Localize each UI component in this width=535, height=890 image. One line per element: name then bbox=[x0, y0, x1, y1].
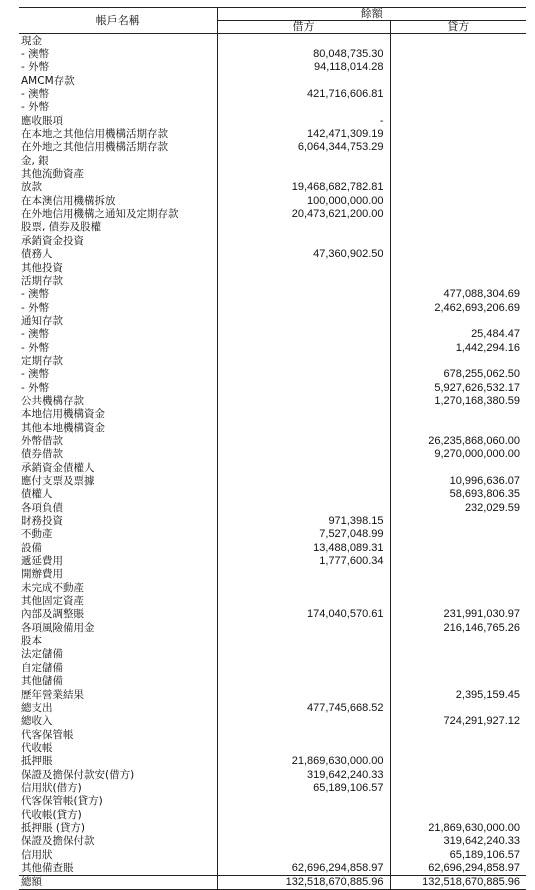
debit-value: 47,360,902.50 bbox=[217, 248, 390, 261]
credit-value: 65,189,106.57 bbox=[390, 848, 526, 861]
debit-value bbox=[217, 501, 390, 514]
trial-balance-sheet bbox=[19, 7, 526, 890]
debit-value bbox=[217, 568, 390, 581]
credit-value: 231,991,030.97 bbox=[390, 608, 526, 621]
credit-value: 232,029.59 bbox=[390, 501, 526, 514]
credit-value: 62,696,294,858.97 bbox=[390, 861, 526, 875]
debit-header: 借方 bbox=[217, 21, 390, 34]
table-row bbox=[19, 781, 526, 794]
table-row bbox=[19, 528, 526, 541]
credit-header: 貸方 bbox=[390, 21, 526, 34]
credit-value bbox=[390, 141, 526, 154]
credit-value: 26,235,868,060.00 bbox=[390, 434, 526, 447]
account-label: 法定儲備 bbox=[21, 648, 63, 661]
debit-value bbox=[217, 408, 390, 421]
table-row bbox=[19, 341, 526, 354]
account-label: 股票, 債券及股權 bbox=[21, 221, 102, 234]
debit-value bbox=[217, 461, 390, 474]
table-row bbox=[19, 715, 526, 728]
table-row bbox=[19, 474, 526, 487]
table-row bbox=[19, 461, 526, 474]
account-label: AMCM存款 bbox=[21, 74, 75, 87]
account-label: 應收賬項 bbox=[21, 114, 63, 127]
table-row bbox=[19, 47, 526, 60]
debit-value: 19,468,682,782.81 bbox=[217, 181, 390, 194]
table-row bbox=[19, 34, 526, 48]
credit-value bbox=[390, 554, 526, 567]
debit-value bbox=[217, 394, 390, 407]
debit-value bbox=[217, 688, 390, 701]
account-label: 總支出 bbox=[21, 701, 53, 714]
credit-value bbox=[390, 61, 526, 74]
credit-value: 319,642,240.33 bbox=[390, 835, 526, 848]
account-label: 各項負債 bbox=[21, 501, 63, 514]
debit-value bbox=[217, 835, 390, 848]
account-label: 自定儲備 bbox=[21, 661, 63, 674]
ledger-rows bbox=[19, 34, 526, 876]
table-row bbox=[19, 74, 526, 87]
credit-value bbox=[390, 127, 526, 140]
total-label: 總額 bbox=[19, 875, 217, 889]
debit-value bbox=[217, 167, 390, 180]
debit-value bbox=[217, 581, 390, 594]
credit-value bbox=[390, 728, 526, 741]
account-label: 在本地之其他信用機構活期存款 bbox=[21, 128, 168, 141]
debit-value: 7,527,048.99 bbox=[217, 528, 390, 541]
debit-value: 971,398.15 bbox=[217, 514, 390, 527]
table-row bbox=[19, 514, 526, 527]
account-label: 在外地信用機構之通知及定期存款 bbox=[21, 208, 179, 221]
account-label: 歷年營業結果 bbox=[21, 688, 84, 701]
credit-value bbox=[390, 648, 526, 661]
debit-value bbox=[217, 634, 390, 647]
table-row bbox=[19, 421, 526, 434]
table-row bbox=[19, 328, 526, 341]
account-label: 定期存款 bbox=[21, 354, 63, 367]
account-label: - 外幣 bbox=[21, 341, 50, 354]
account-label: 代客保管帳 bbox=[21, 728, 74, 741]
debit-value bbox=[217, 154, 390, 167]
table-row bbox=[19, 194, 526, 207]
account-label: 活期存款 bbox=[21, 274, 63, 287]
debit-value: 319,642,240.33 bbox=[217, 768, 390, 781]
table-row bbox=[19, 728, 526, 741]
account-label: 股本 bbox=[21, 635, 42, 648]
table-row bbox=[19, 154, 526, 167]
account-label: 內部及調整賬 bbox=[21, 608, 84, 621]
table-row bbox=[19, 835, 526, 848]
account-label: - 澳幣 bbox=[21, 328, 50, 341]
credit-value bbox=[390, 101, 526, 114]
table-row bbox=[19, 821, 526, 834]
debit-value bbox=[217, 728, 390, 741]
debit-value bbox=[217, 661, 390, 674]
account-label: 本地信用機構資金 bbox=[21, 408, 105, 421]
account-label: - 外幣 bbox=[21, 381, 50, 394]
credit-value bbox=[390, 154, 526, 167]
trial-balance-table bbox=[19, 7, 526, 890]
debit-value: 21,869,630,000.00 bbox=[217, 755, 390, 768]
debit-value bbox=[217, 274, 390, 287]
credit-value: 2,395,159.45 bbox=[390, 688, 526, 701]
account-label: 保證及擔保付款安(借方) bbox=[21, 768, 135, 781]
credit-value bbox=[390, 87, 526, 100]
debit-value bbox=[217, 234, 390, 247]
credit-value: 724,291,927.12 bbox=[390, 715, 526, 728]
table-row bbox=[19, 621, 526, 634]
debit-value bbox=[217, 795, 390, 808]
table-row bbox=[19, 661, 526, 674]
account-label: 總收入 bbox=[21, 715, 53, 728]
debit-value bbox=[217, 74, 390, 87]
table-row bbox=[19, 541, 526, 554]
account-label: 抵押賬 (貸方) bbox=[21, 821, 86, 834]
debit-value: 6,064,344,753.29 bbox=[217, 141, 390, 154]
account-label: 信用狀(借方) bbox=[21, 781, 82, 794]
account-label: 開辦費用 bbox=[21, 568, 63, 581]
account-label: 外幣借款 bbox=[21, 434, 63, 447]
credit-value bbox=[390, 461, 526, 474]
account-label: 代收帳 bbox=[21, 741, 53, 754]
debit-value bbox=[217, 434, 390, 447]
credit-value bbox=[390, 314, 526, 327]
account-label: 設備 bbox=[21, 541, 42, 554]
account-label: 通知存款 bbox=[21, 314, 63, 327]
account-label: 財務投資 bbox=[21, 515, 63, 528]
table-row bbox=[19, 234, 526, 247]
account-label: 放款 bbox=[21, 181, 42, 194]
credit-value: 58,693,806.35 bbox=[390, 488, 526, 501]
credit-value bbox=[390, 568, 526, 581]
debit-value: - bbox=[217, 114, 390, 127]
debit-value bbox=[217, 648, 390, 661]
account-label: 在本澳信用機構拆放 bbox=[21, 194, 116, 207]
credit-value bbox=[390, 675, 526, 688]
debit-value bbox=[217, 808, 390, 821]
debit-value bbox=[217, 821, 390, 834]
table-row bbox=[19, 688, 526, 701]
debit-value bbox=[217, 675, 390, 688]
account-label: 各項風險備用金 bbox=[21, 621, 95, 634]
table-row bbox=[19, 594, 526, 607]
table-row bbox=[19, 61, 526, 74]
table-row bbox=[19, 221, 526, 234]
credit-value bbox=[390, 755, 526, 768]
credit-value bbox=[390, 701, 526, 714]
debit-value bbox=[217, 421, 390, 434]
credit-value bbox=[390, 594, 526, 607]
debit-value bbox=[217, 848, 390, 861]
account-label: 保證及擔保付款 bbox=[21, 835, 95, 848]
table-row bbox=[19, 127, 526, 140]
debit-value bbox=[217, 488, 390, 501]
total-credit: 132,518,670,885.96 bbox=[390, 875, 526, 889]
table-row bbox=[19, 608, 526, 621]
table-row bbox=[19, 808, 526, 821]
credit-value bbox=[390, 528, 526, 541]
total-row bbox=[19, 875, 526, 889]
table-row bbox=[19, 381, 526, 394]
debit-value bbox=[217, 354, 390, 367]
debit-value: 142,471,309.19 bbox=[217, 127, 390, 140]
table-row bbox=[19, 448, 526, 461]
table-row bbox=[19, 741, 526, 754]
debit-value bbox=[217, 621, 390, 634]
debit-value: 94,118,014.28 bbox=[217, 61, 390, 74]
credit-value bbox=[390, 194, 526, 207]
account-label: 公共機構存款 bbox=[21, 394, 84, 407]
table-row bbox=[19, 261, 526, 274]
table-row bbox=[19, 488, 526, 501]
debit-value bbox=[217, 314, 390, 327]
table-row bbox=[19, 167, 526, 180]
credit-value: 10,996,636.07 bbox=[390, 474, 526, 487]
debit-value bbox=[217, 34, 390, 48]
table-row bbox=[19, 675, 526, 688]
balance-header: 餘額 bbox=[217, 8, 526, 21]
account-label: 其他固定資產 bbox=[21, 595, 84, 608]
debit-value: 477,745,668.52 bbox=[217, 701, 390, 714]
credit-value: 1,442,294.16 bbox=[390, 341, 526, 354]
account-label: - 澳幣 bbox=[21, 48, 50, 61]
debit-value bbox=[217, 448, 390, 461]
credit-value: 25,484.47 bbox=[390, 328, 526, 341]
credit-value bbox=[390, 661, 526, 674]
credit-value bbox=[390, 541, 526, 554]
account-label: 現金 bbox=[21, 34, 42, 47]
account-label: 遞延費用 bbox=[21, 555, 63, 568]
account-label: 金, 銀 bbox=[21, 154, 49, 167]
account-label: 未完成不動產 bbox=[21, 581, 84, 594]
table-row bbox=[19, 394, 526, 407]
credit-value: 21,869,630,000.00 bbox=[390, 821, 526, 834]
credit-value: 5,927,626,532.17 bbox=[390, 381, 526, 394]
table-row bbox=[19, 755, 526, 768]
table-row bbox=[19, 768, 526, 781]
account-label: 代客保管帳(貸方) bbox=[21, 795, 103, 808]
table-row bbox=[19, 354, 526, 367]
account-label: 債務人 bbox=[21, 248, 53, 261]
credit-value bbox=[390, 74, 526, 87]
debit-value bbox=[217, 368, 390, 381]
account-label: 其他本地機構資金 bbox=[21, 421, 105, 434]
table-row bbox=[19, 554, 526, 567]
table-row bbox=[19, 274, 526, 287]
account-label: 其他投資 bbox=[21, 261, 63, 274]
credit-value: 2,462,693,206.69 bbox=[390, 301, 526, 314]
debit-value: 80,048,735.30 bbox=[217, 47, 390, 60]
total-debit: 132,518,670,885.96 bbox=[217, 875, 390, 889]
credit-value bbox=[390, 47, 526, 60]
debit-value bbox=[217, 341, 390, 354]
debit-value bbox=[217, 715, 390, 728]
account-label: - 外幣 bbox=[21, 61, 50, 74]
table-row bbox=[19, 301, 526, 314]
credit-value bbox=[390, 741, 526, 754]
account-label: - 澳幣 bbox=[21, 88, 50, 101]
table-row bbox=[19, 795, 526, 808]
credit-value bbox=[390, 248, 526, 261]
credit-value: 1,270,168,380.59 bbox=[390, 394, 526, 407]
account-label: 信用狀 bbox=[21, 848, 53, 861]
account-label: 債權人 bbox=[21, 488, 53, 501]
credit-value bbox=[390, 234, 526, 247]
table-row bbox=[19, 101, 526, 114]
debit-value: 100,000,000.00 bbox=[217, 194, 390, 207]
table-row bbox=[19, 207, 526, 220]
table-row bbox=[19, 114, 526, 127]
table-row bbox=[19, 501, 526, 514]
credit-value bbox=[390, 261, 526, 274]
credit-value: 678,255,062.50 bbox=[390, 368, 526, 381]
debit-value bbox=[217, 328, 390, 341]
table-row bbox=[19, 568, 526, 581]
credit-value bbox=[390, 408, 526, 421]
debit-value bbox=[217, 101, 390, 114]
table-row bbox=[19, 648, 526, 661]
credit-value bbox=[390, 808, 526, 821]
debit-value bbox=[217, 221, 390, 234]
debit-value: 1,777,600.34 bbox=[217, 554, 390, 567]
credit-value bbox=[390, 581, 526, 594]
account-label: 代收帳(貸方) bbox=[21, 808, 82, 821]
table-row bbox=[19, 634, 526, 647]
debit-value bbox=[217, 301, 390, 314]
debit-value bbox=[217, 288, 390, 301]
table-row bbox=[19, 87, 526, 100]
account-label: 不動產 bbox=[21, 528, 53, 541]
credit-value bbox=[390, 167, 526, 180]
table-row bbox=[19, 181, 526, 194]
table-row bbox=[19, 581, 526, 594]
credit-value: 9,270,000,000.00 bbox=[390, 448, 526, 461]
debit-value bbox=[217, 594, 390, 607]
table-row bbox=[19, 248, 526, 261]
debit-value bbox=[217, 741, 390, 754]
credit-value bbox=[390, 114, 526, 127]
table-row bbox=[19, 434, 526, 447]
account-name-header: 帳戶名稱 bbox=[19, 8, 217, 34]
table-row bbox=[19, 848, 526, 861]
credit-value bbox=[390, 34, 526, 48]
account-label: 債券借款 bbox=[21, 448, 63, 461]
credit-value bbox=[390, 207, 526, 220]
debit-value: 65,189,106.57 bbox=[217, 781, 390, 794]
credit-value bbox=[390, 181, 526, 194]
table-row bbox=[19, 288, 526, 301]
debit-value: 62,696,294,858.97 bbox=[217, 861, 390, 875]
table-row bbox=[19, 368, 526, 381]
credit-value bbox=[390, 274, 526, 287]
credit-value bbox=[390, 634, 526, 647]
account-label: 在外地之其他信用機構活期存款 bbox=[21, 141, 168, 154]
account-label: 其他備查賬 bbox=[21, 861, 74, 874]
debit-value: 421,716,606.81 bbox=[217, 87, 390, 100]
credit-value: 216,146,765.26 bbox=[390, 621, 526, 634]
debit-value: 13,488,089.31 bbox=[217, 541, 390, 554]
debit-value: 20,473,621,200.00 bbox=[217, 207, 390, 220]
credit-value bbox=[390, 768, 526, 781]
credit-value bbox=[390, 221, 526, 234]
debit-value bbox=[217, 474, 390, 487]
account-label: - 外幣 bbox=[21, 301, 50, 314]
debit-value: 174,040,570.61 bbox=[217, 608, 390, 621]
account-label: 承銷資金債權人 bbox=[21, 461, 95, 474]
debit-value bbox=[217, 261, 390, 274]
credit-value: 477,088,304.69 bbox=[390, 288, 526, 301]
account-label: 應付支票及票據 bbox=[21, 475, 95, 488]
credit-value bbox=[390, 421, 526, 434]
credit-value bbox=[390, 795, 526, 808]
account-label: 抵押賬 bbox=[21, 755, 53, 768]
table-row bbox=[19, 861, 526, 875]
table-row bbox=[19, 408, 526, 421]
table-row bbox=[19, 141, 526, 154]
account-label: 其他儲備 bbox=[21, 675, 63, 688]
account-label: - 外幣 bbox=[21, 101, 50, 114]
credit-value bbox=[390, 514, 526, 527]
debit-value bbox=[217, 381, 390, 394]
account-label: - 澳幣 bbox=[21, 288, 50, 301]
table-row bbox=[19, 701, 526, 714]
account-label: 承銷資金投資 bbox=[21, 234, 84, 247]
account-label: 其他流動資產 bbox=[21, 168, 84, 181]
table-row bbox=[19, 314, 526, 327]
account-label: - 澳幣 bbox=[21, 368, 50, 381]
credit-value bbox=[390, 354, 526, 367]
credit-value bbox=[390, 781, 526, 794]
